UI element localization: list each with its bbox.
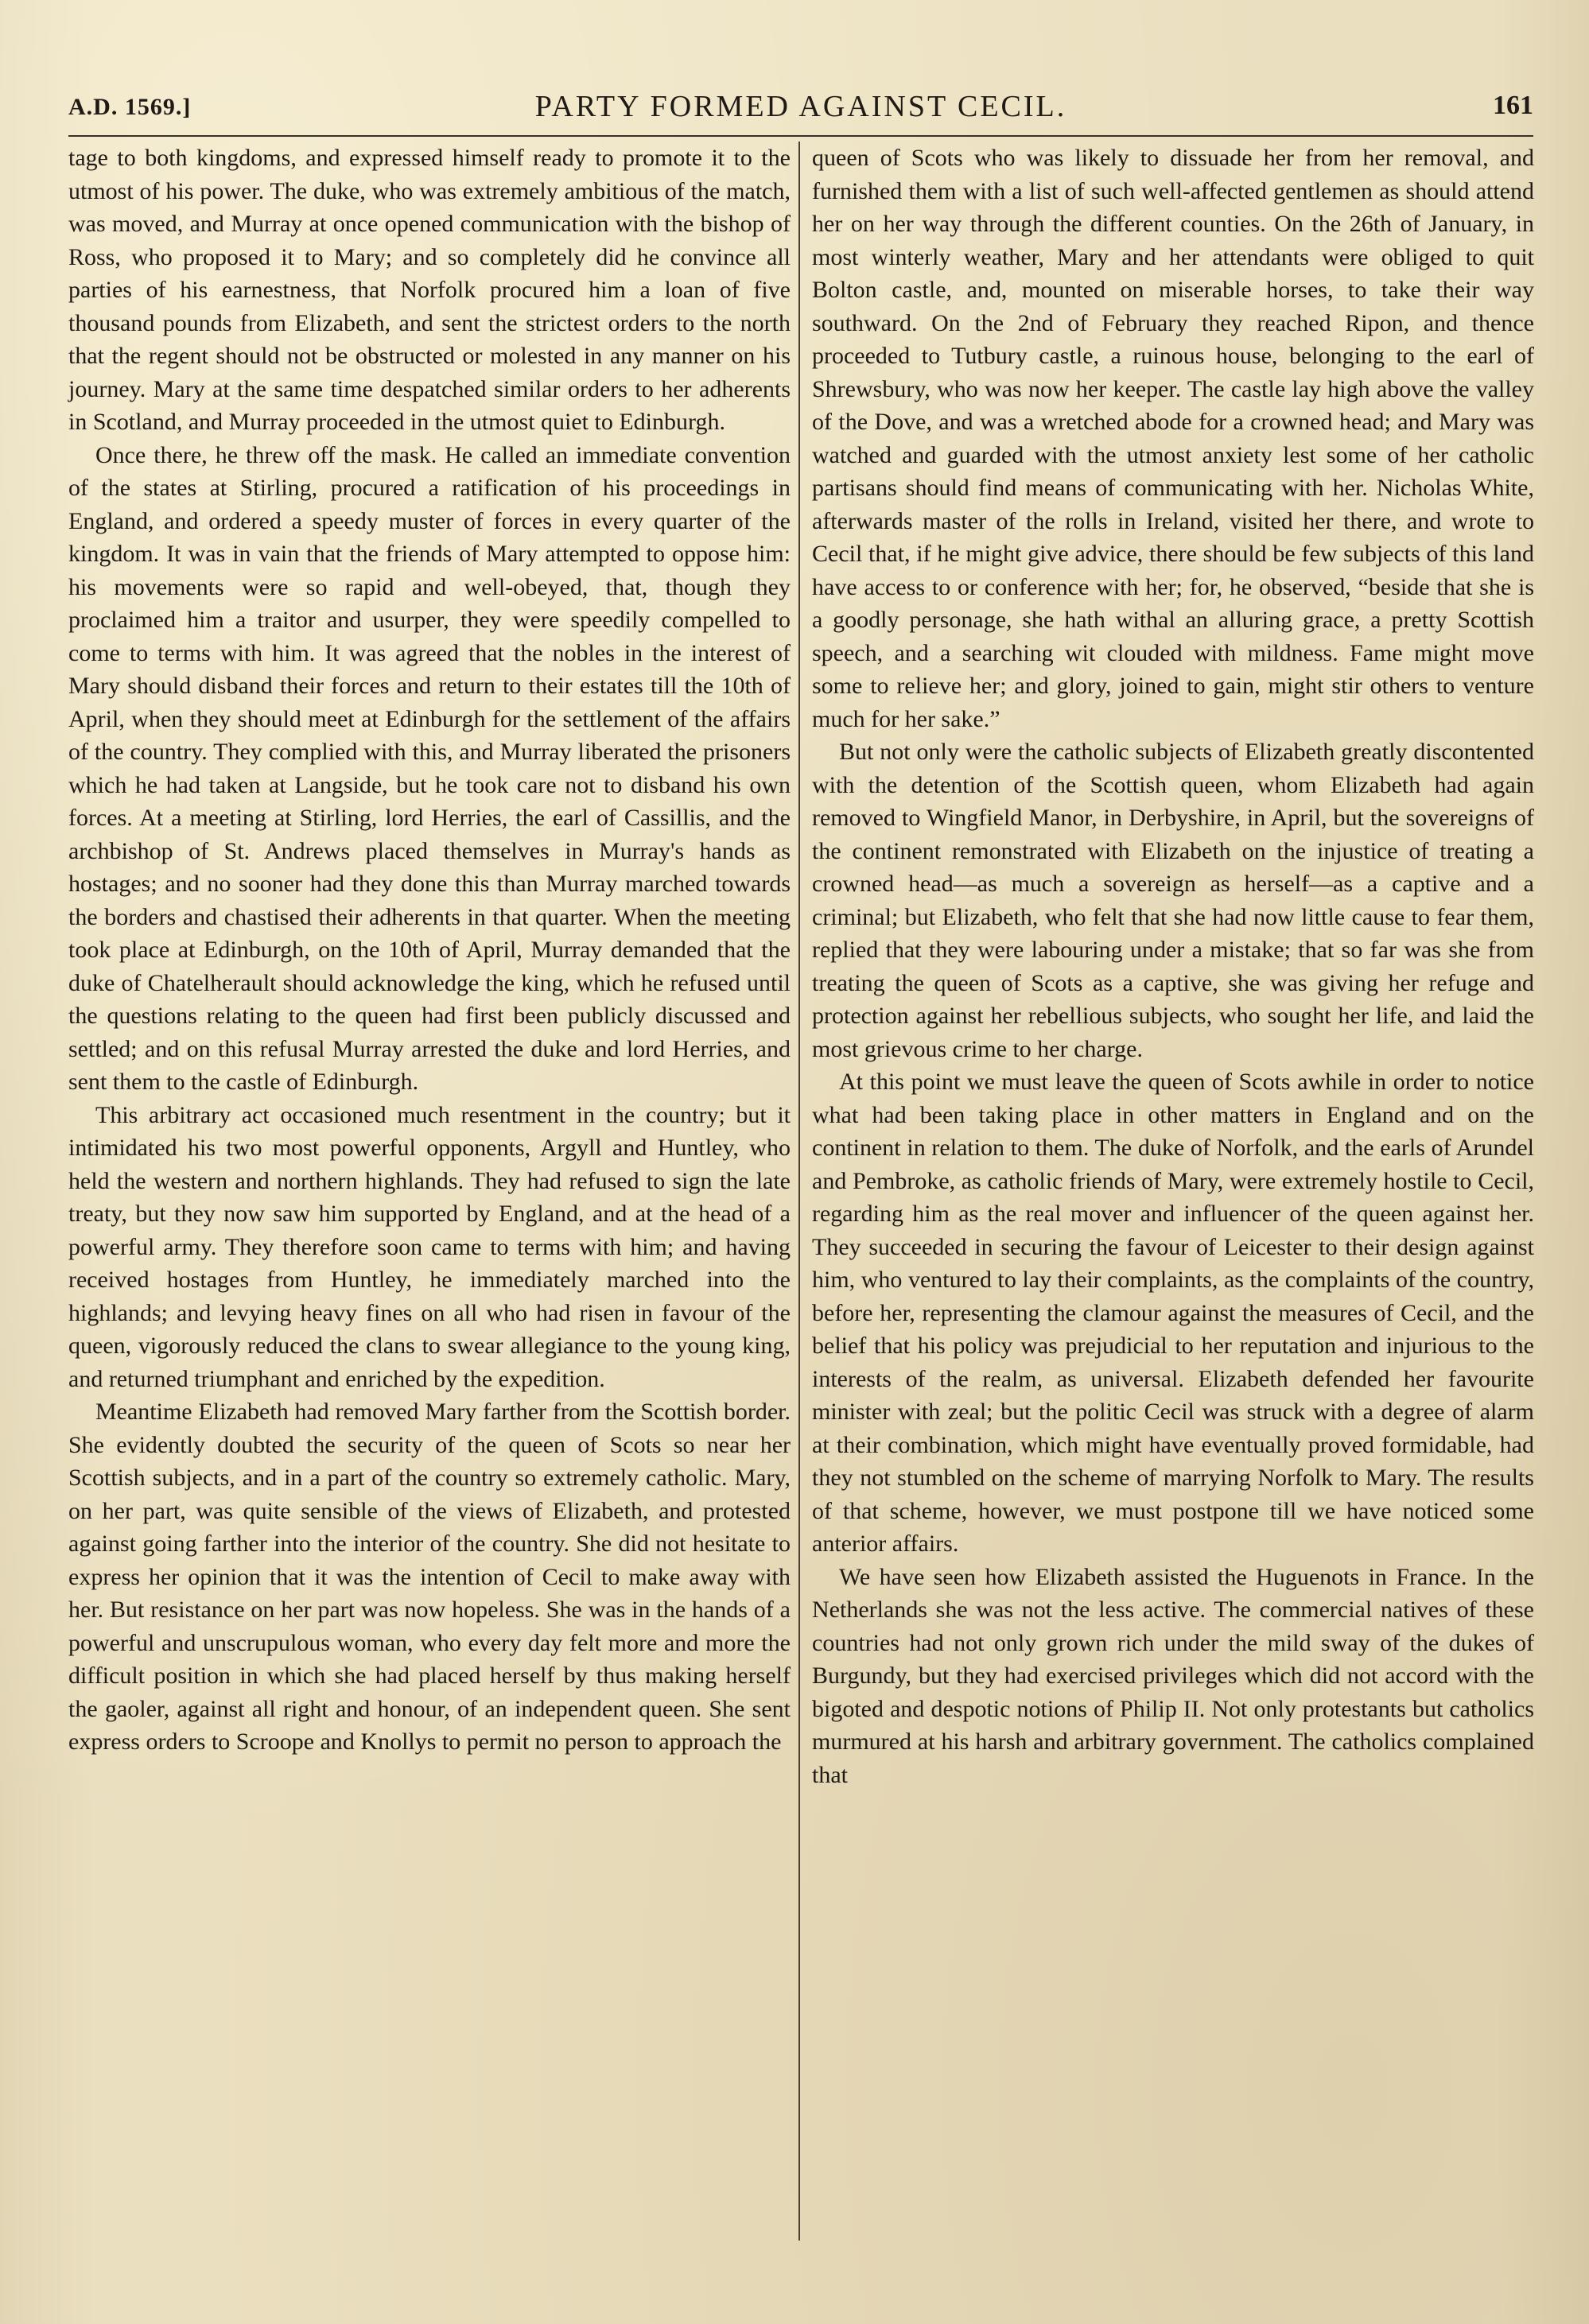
paragraph: tage to both kingdoms, and expressed himself ready to promote it to the utmost of his power. The duke, who was extremely ambitious of the match, was moved, and Murray at once opened communication with the bishop of Ross, who proposed it to Mary; and so completely did he convince all parties of his earnestness, that Norfolk procured him a loan of five thousand pounds from Elizabeth, and sent the strictest orders to the north that the regent should not be obstructed or molested in any manner on his journey. Mary at the same time despatched similar orders to her adherents in Scotland, and Murray proceeded in the utmost quiet to Edinburgh. <box>68 145 791 435</box>
paragraph: queen of Scots who was likely to dissuade her from her removal, and furnished them with a list of such well-affected gentlemen as should attend her on her way through the different counties. On the 26th of January, in most winterly weather, Mary and her attendants were obliged to quit Bolton castle, and, mounted on miserable horses, to take their way southward. On the 2nd of February they reached Ripon, and thence proceeded to Tutbury castle, a ruinous house, belonging to the earl of Shrewsbury, who was now her keeper. The castle lay high above the valley of the Dove, and was a wretched abode for a crowned head; and Mary was watched and guarded with the utmost anxiety lest some of her catholic partisans should find means of communicating with her. Nicholas White, afterwards master of the rolls in Ireland, visited her there, and wrote to Cecil that, if he might give advice, there should be few subjects of this land have access to or conference with her; for, he observed, “beside that she is a goodly personage, she hath withal an alluring grace, a pretty Scottish speech, and a searching wit clouded with mildness. Fame might move some to relieve her; and glory, joined to gain, might stir others to venture much for her sake.” <box>812 145 1534 732</box>
column-divider <box>798 142 800 2241</box>
paragraph: Once there, he threw off the mask. He called an immediate convention of the states at Stirling, procured a ratification of his proceedings in England, and ordered a speedy muster of forces in every quarter of the kingdom. It was in vain that the friends of Mary attempted to oppose him: his movements were so rapid and well-obeyed, that, though they proclaimed him a traitor and usurper, they were speedily compelled to come to terms with him. It was agreed that the nobles in the interest of Mary should disband their forces and return to their estates till the 10th of April, when they should meet at Edinburgh for the settlement of the affairs of the country. They complied with this, and Murray liberated the prisoners which he had taken at Langside, but he took care not to disband his own forces. At a meeting at Stirling, lord Herries, the earl of Cassillis, and the archbishop of St. Andrews placed themselves in Murray's hands as hostages; and no sooner had they done this than Murray marched towards the borders and chastised their adherents in that quarter. When the meeting took place at Edinburgh, on the 10th of April, Murray demanded that the duke of Chatelherault should acknowledge the king, which he refused until the questions relating to the queen had first been publicly discussed and settled; and on this refusal Murray arrested the duke and lord Herries, and sent them to the castle of Edinburgh. <box>68 441 791 1095</box>
paragraph: We have seen how Elizabeth assisted the Huguenots in France. In the Netherlands she was not the less active. The commercial natives of these countries had not only grown rich under the mild sway of the dukes of Burgundy, but they had exercised privileges which did not accord with the bigoted and despotic notions of Philip II. Not only protestants but catholics murmured at his harsh and arbitrary government. The catholics complained that <box>812 1563 1534 1788</box>
paragraph: At this point we must leave the queen of Scots awhile in order to notice what had been taking place in other matters in England and on the continent in relation to them. The duke of Norfolk, and the earls of Arundel and Pembroke, as catholic friends of Mary, were extremely hostile to Cecil, regarding him as the real mover and influencer of the queen against her. They succeeded in securing the favour of Leicester to their design against him, who ventured to lay their complaints, as the complaints of the country, before her, representing the clamour against the measures of Cecil, and the belief that his policy was prejudicial to her reputation and injurious to the interests of the realm, as universal. Elizabeth defended her favourite minister with zeal; but the politic Cecil was struck with a degree of alarm at their combination, which might have eventually proved formidable, had they not stumbled on the scheme of marrying Norfolk to Mary. The results of that scheme, however, we must postpone till we have noticed some anterior affairs. <box>812 1069 1534 1557</box>
paragraph: This arbitrary act occasioned much resentment in the country; but it intimidated his two most powerful opponents, Argyll and Huntley, who held the western and northern highlands. They had refused to sign the late treaty, but they now saw him supported by England, and at the head of a powerful army. They therefore soon came to terms with him; and having received hostages from Huntley, he immediately marched into the highlands; and levying heavy fines on all who had risen in favour of the queen, vigorously reduced the clans to swear allegiance to the young king, and returned triumphant and enriched by the expedition. <box>68 1101 791 1392</box>
running-head-title: PARTY FORMED AGAINST CECIL. <box>534 90 1067 123</box>
left-column <box>68 142 791 2241</box>
right-column <box>812 142 1534 2241</box>
paragraph: But not only were the catholic subjects of Elizabeth greatly discontented with the detention of the Scottish queen, whom Elizabeth had again removed to Wingfield Manor, in Derbyshire, in April, but the sovereigns of the continent remonstrated with Elizabeth on the injustice of treating a crowned head—as much a sovereign as herself—as a captive and a criminal; but Elizabeth, who felt that she had now little cause to fear them, replied that they were labouring under a mistake; that so far was she from treating the queen of Scots as a captive, she was giving her refuge and protection against her rebellious subjects, who sought her life, and laid the most grievous crime to her charge. <box>812 739 1534 1062</box>
running-head-date: A.D. 1569.] <box>68 94 192 120</box>
paragraph: Meantime Elizabeth had removed Mary farther from the Scottish border. She evidently doubted the security of the queen of Scots so near her Scottish subjects, and in a part of the country so extremely catholic. Mary, on her part, was quite sensible of the views of Elizabeth, and protested against going farther into the interior of the country. She did not hesitate to express her opinion that it was the intention of Cecil to make away with her. But resistance on her part was now hopeless. She was in the hands of a powerful and unscrupulous woman, who every day felt more and more the difficult position in which she had placed herself by thus making herself the gaoler, against all right and honour, of an independent queen. She sent express orders to Scroope and Knollys to permit no person to approach the <box>68 1399 791 1755</box>
page-number: 161 <box>1493 91 1533 120</box>
header-rule <box>68 135 1533 137</box>
running-head <box>68 86 1533 126</box>
